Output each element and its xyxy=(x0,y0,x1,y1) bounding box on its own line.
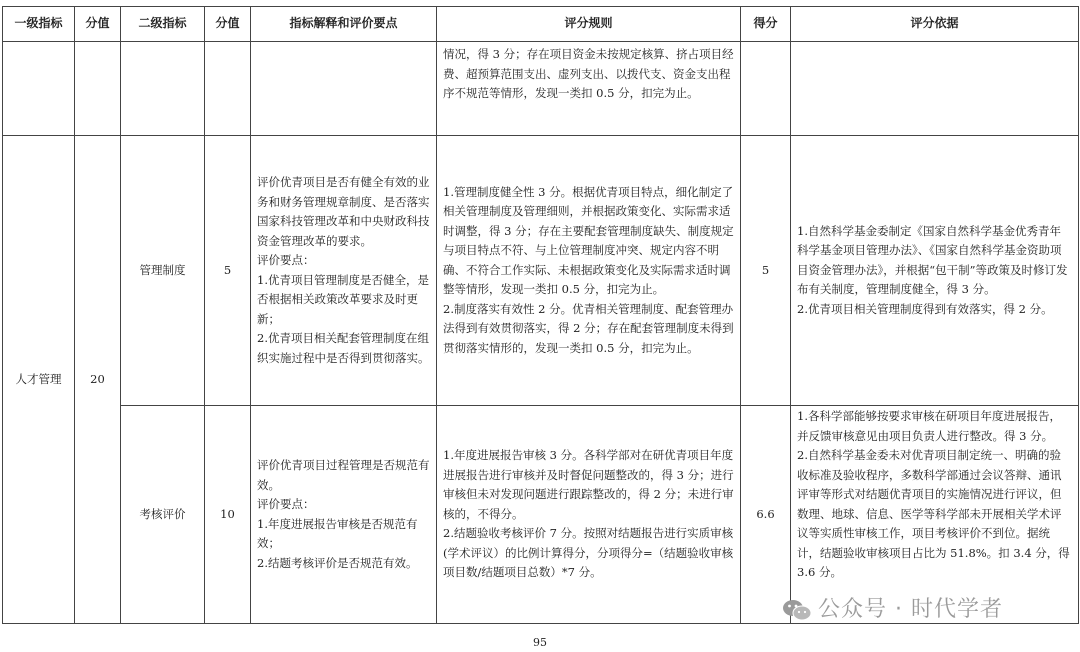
basis-cell xyxy=(791,136,1079,406)
rule-paragraph: 2.结题验收考核评价 7 分。按照对结题报告进行实质审核(学术评议）的比例计算得分，分项得分=（结题验收审核项目数/结题项目总数）*7 分。 xyxy=(443,526,734,580)
empty-cell xyxy=(3,42,75,136)
header-cell: 二级指标 xyxy=(121,7,205,42)
empty-cell xyxy=(205,42,251,136)
rule-text: 情况，得 3 分；存在项目资金未按规定核算、挤占项目经费、超预算范围支出、虚列支出、以拨代支、资金支出程序不规范等情形，发现一类扣 0.5 分，扣完为止。 xyxy=(443,47,734,100)
explain-paragraph: 评价要点： xyxy=(257,253,315,267)
rule-paragraph: 1.管理制度健全性 3 分。根据优青项目特点，细化制定了相关管理制度及管理细则，并根据政策变化、实际需求适时调整，得 3 分；存在主要配套管理制度缺失、制度规定与项目特点不符、与上位管理制度冲突、规定内容不明确、不符合工作实际、未根据政策变化及实际需求适时调整等情形，发现一类扣 0.5 分，扣完为止。 xyxy=(443,184,734,297)
explain-paragraph: 1.年度进展报告审核是否规范有效； xyxy=(257,516,418,550)
rule-paragraph: 1.年度进展报告审核 3 分。各科学部对在研优青项目年度进展报告进行审核并及时督促问题整改的，得 3 分；进行审核但未对发现问题进行跟踪整改的，得 2 分；未进行审核的，不得分。 xyxy=(443,448,734,521)
got-score: 6.6 xyxy=(741,406,791,624)
watermark xyxy=(782,592,1003,623)
explain-paragraph: 评价优青项目过程管理是否规范有效。 xyxy=(257,458,430,492)
basis-cell xyxy=(791,406,1079,624)
header-cell: 评分规则 xyxy=(437,7,741,42)
empty-cell xyxy=(741,42,791,136)
explain-paragraph: 评价要点： xyxy=(257,497,315,511)
empty-cell xyxy=(75,42,121,136)
got-score: 5 xyxy=(741,136,791,406)
header-cell: 得分 xyxy=(741,7,791,42)
rule-cell xyxy=(437,42,741,136)
rule-paragraph: 2.制度落实有效性 2 分。优青相关管理制度、配套管理办法得到有效贯彻落实，得 2 分；存在配套管理制度未得到贯彻落实情形的，发现一类扣 0.5 分，扣完为止。 xyxy=(443,301,734,355)
basis-paragraph: 2.优青项目相关管理制度得到有效落实，得 2 分。 xyxy=(797,301,1053,316)
header-cell: 指标解释和评价要点 xyxy=(251,7,437,42)
secondary-indicator: 管理制度 xyxy=(121,136,205,406)
page-number: 95 xyxy=(533,636,547,649)
secondary-score: 10 xyxy=(205,406,251,624)
rule-cell xyxy=(437,406,741,624)
header-cell: 评分依据 xyxy=(791,7,1079,42)
basis-paragraph: 1.各科学部能够按要求审核在研项目年度进展报告，并反馈审核意见由项目负责人进行整改。得 3 分。 xyxy=(797,409,1061,443)
explain-paragraph: 1.优青项目管理制度是否健全，是否根据相关政策改革要求及时更新； xyxy=(257,272,429,326)
empty-cell xyxy=(791,42,1079,136)
header-cell: 一级指标 xyxy=(3,7,75,42)
header-cell: 分值 xyxy=(75,7,121,42)
primary-score: 20 xyxy=(75,136,121,624)
basis-paragraph: 2.自然科学基金委未对优青项目制定统一、明确的验收标准及验收程序，多数科学部通过会议答辩、通讯评审等形式对结题优青项目的实施情况进行评议，但数理、地球、信息、医学等科学部未开展相关学术评议等实质性审核工作，项目考核评价不到位。据统计，结题验收审核项目占比为 51.8%。扣 3.4 分，得 3.6 分。 xyxy=(797,448,1070,579)
explain-paragraph: 2.结题考核评价是否规范有效。 xyxy=(257,555,418,570)
secondary-score: 5 xyxy=(205,136,251,406)
table-row xyxy=(3,42,1079,136)
empty-cell xyxy=(251,42,437,136)
explain-paragraph: 评价优青项目是否有健全有效的业务和财务管理规章制度、是否落实国家科技管理改革和中央财政科技资金管理改革的要求。 xyxy=(257,175,430,248)
table-row xyxy=(3,406,1079,624)
evaluation-table xyxy=(2,6,1079,624)
explain-cell xyxy=(251,406,437,624)
table-row xyxy=(3,136,1079,406)
empty-cell xyxy=(121,42,205,136)
basis-paragraph: 1.自然科学基金委制定《国家自然科学基金优秀青年科学基金项目管理办法》、《国家自然科学基金资助项目资金管理办法》，并根据“包干制”等政策及时修订发布有关制度，管理制度健全，得 3 分。 xyxy=(797,223,1068,297)
header-cell: 分值 xyxy=(205,7,251,42)
primary-indicator: 人才管理 xyxy=(3,136,75,624)
watermark-text: 公众号 · 时代学者 xyxy=(818,597,1003,622)
rule-cell xyxy=(437,136,741,406)
header-row xyxy=(3,7,1079,42)
explain-paragraph: 2.优青项目相关配套管理制度在组织实施过程中是否得到贯彻落实。 xyxy=(257,331,430,365)
wechat-icon xyxy=(782,599,812,621)
explain-cell xyxy=(251,136,437,406)
secondary-indicator: 考核评价 xyxy=(121,406,205,624)
